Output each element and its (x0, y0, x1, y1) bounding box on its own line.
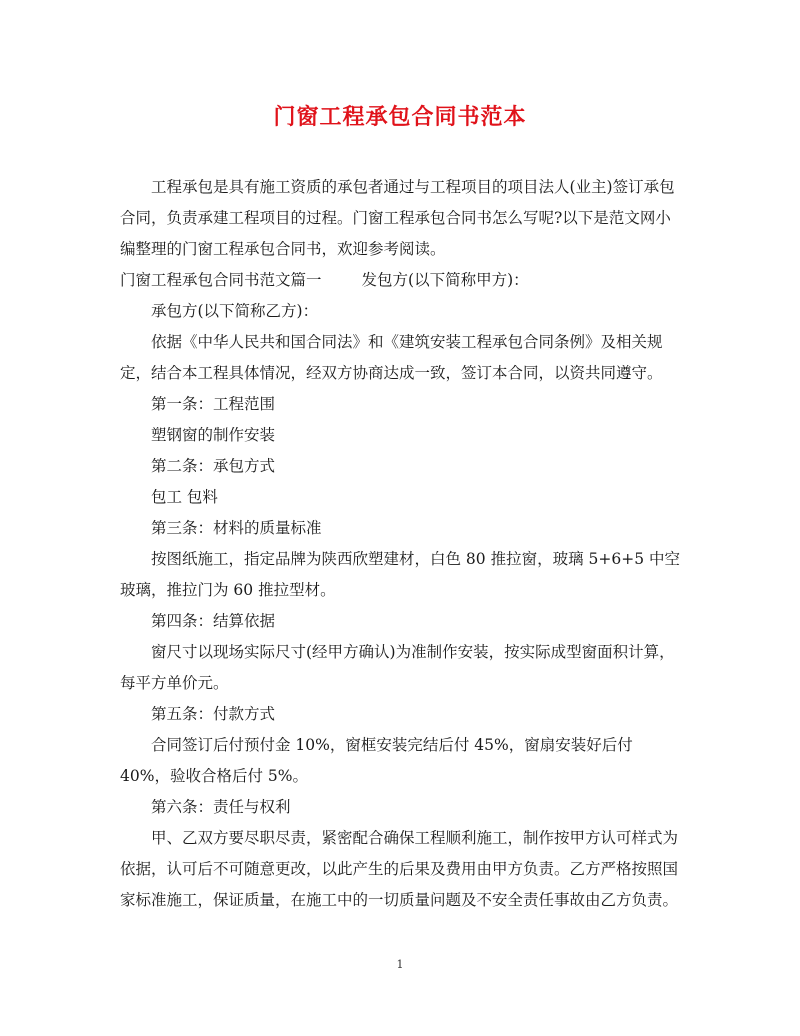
party-a-line: 发包方(以下简称甲方)： (361, 271, 529, 289)
article-2-body: 包工 包料 (151, 488, 218, 506)
article-6-body: 甲、乙双方要尽职尽责，紧密配合确保工程顺利施工，制作按甲方认可样式为依据，认可后不可随意更改，以此产生的后果及费用由甲方负责。乙方严格按照国家标准施工，保证质量，在施工中的一切质量问题及不安全责任事故由乙方负责。 (120, 829, 679, 909)
basis-paragraph: 依据《中华人民共和国合同法》和《建筑安装工程承包合同条例》及相关规定，结合本工程具体情况，经双方协商达成一致，签订本合同，以资共同遵守。 (120, 333, 663, 382)
section-heading-line (120, 265, 680, 296)
document-body (120, 172, 680, 916)
article-4-body: 窗尺寸以现场实际尺寸(经甲方确认)为准制作安装，按实际成型窗面积计算，每平方单价元。 (120, 643, 675, 692)
article-1-title: 第一条：工程范围 (151, 395, 276, 413)
intro-paragraph: 工程承包是具有施工资质的承包者通过与工程项目的项目法人(业主)签订承包合同，负责承建工程项目的过程。门窗工程承包合同书怎么写呢?以下是范文网小编整理的门窗工程承包合同书，欢迎参考阅读。 (120, 178, 675, 258)
article-2-title: 第二条：承包方式 (151, 457, 276, 475)
article-1-body: 塑钢窗的制作安装 (151, 426, 276, 444)
article-3-title: 第三条：材料的质量标准 (151, 519, 322, 537)
article-5-body: 合同签订后付预付金 10%，窗框安装完结后付 45%，窗扇安装好后付 40%，验收合格后付 5%。 (120, 736, 633, 785)
article-4-title: 第四条：结算依据 (151, 612, 276, 630)
document-title: 门窗工程承包合同书范本 (273, 104, 527, 130)
page-number: 1 (396, 958, 404, 971)
article-5-title: 第五条：付款方式 (151, 705, 276, 723)
article-3-body: 按图纸施工，指定品牌为陕西欣塑建材，白色 80 推拉窗，玻璃 5+6+5 中空玻璃，推拉门为 60 推拉型材。 (120, 550, 680, 599)
section-heading: 门窗工程承包合同书范文篇一 (120, 271, 322, 289)
party-b-line: 承包方(以下简称乙方)： (151, 302, 319, 320)
article-6-title: 第六条：责任与权利 (151, 798, 291, 816)
